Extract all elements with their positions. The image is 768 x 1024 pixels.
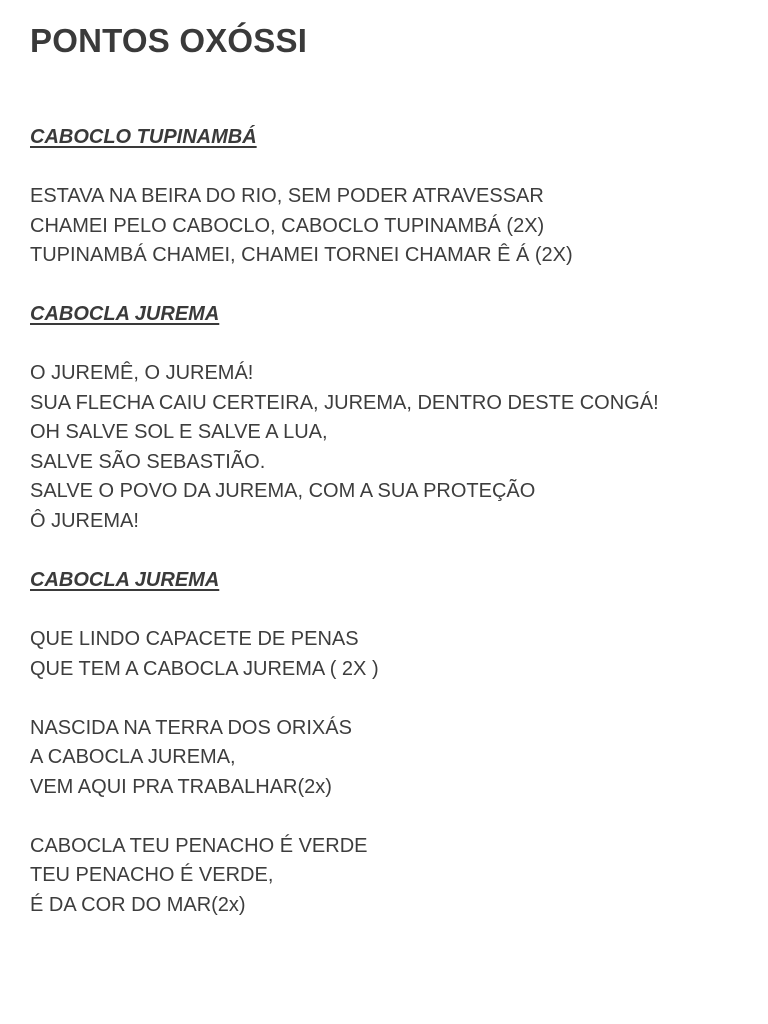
lyric-line: TUPINAMBÁ CHAMEI, CHAMEI TORNEI CHAMAR Ê Á (2X): [30, 244, 573, 266]
lyric-line: NASCIDA NA TERRA DOS ORIXÁS: [30, 716, 352, 739]
stanza: [30, 714, 750, 803]
lyric-line: OH SALVE SOL E SALVE A LUA,: [30, 421, 328, 443]
lyric-line: É DA COR DO MAR(2x): [30, 893, 246, 916]
spacer: [30, 802, 750, 832]
lyric-line: SUA FLECHA CAIU CERTEIRA, JUREMA, DENTRO DESTE CONGÁ!: [30, 391, 659, 414]
lyric-line: CHAMEI PELO CABOCLO, CABOCLO TUPINAMBÁ (2X): [30, 214, 545, 237]
spacer: [30, 153, 750, 183]
stanza: [30, 359, 750, 536]
lyric-line: QUE TEM A CABOCLA JUREMA ( 2X ): [30, 657, 379, 680]
section-heading: CABOCLO TUPINAMBÁ: [30, 126, 257, 148]
stanza: [30, 182, 750, 271]
lyric-line: SALVE SÃO SEBASTIÃO.: [30, 450, 266, 473]
page-title: PONTOS OXÓSSI: [30, 22, 308, 59]
section-cabocla-jurema-1: [30, 300, 750, 536]
section-caboclo-tupinamba: [30, 123, 750, 271]
spacer: [30, 596, 750, 626]
section-heading: CABOCLA JUREMA: [30, 569, 220, 591]
section-heading: CABOCLA JUREMA: [30, 303, 220, 325]
lyric-line: VEM AQUI PRA TRABALHAR(2x): [30, 775, 332, 798]
lyric-line: TEU PENACHO É VERDE,: [30, 864, 274, 886]
lyric-line: ESTAVA NA BEIRA DO RIO, SEM PODER ATRAVESSAR: [30, 185, 544, 207]
lyric-line: O JUREMÊ, O JUREMÁ!: [30, 362, 254, 384]
lyric-line: SALVE O POVO DA JUREMA, COM A SUA PROTEÇÃO: [30, 480, 536, 502]
section-cabocla-jurema-2: [30, 566, 750, 920]
spacer: [30, 330, 750, 360]
lyric-line: QUE LINDO CAPACETE DE PENAS: [30, 628, 359, 650]
lyric-line: A CABOCLA JUREMA,: [30, 746, 236, 768]
stanza: [30, 832, 750, 921]
stanza: [30, 625, 750, 684]
lyric-line: Ô JUREMA!: [30, 509, 139, 532]
lyric-line: CABOCLA TEU PENACHO É VERDE: [30, 834, 368, 857]
spacer: [30, 684, 750, 714]
